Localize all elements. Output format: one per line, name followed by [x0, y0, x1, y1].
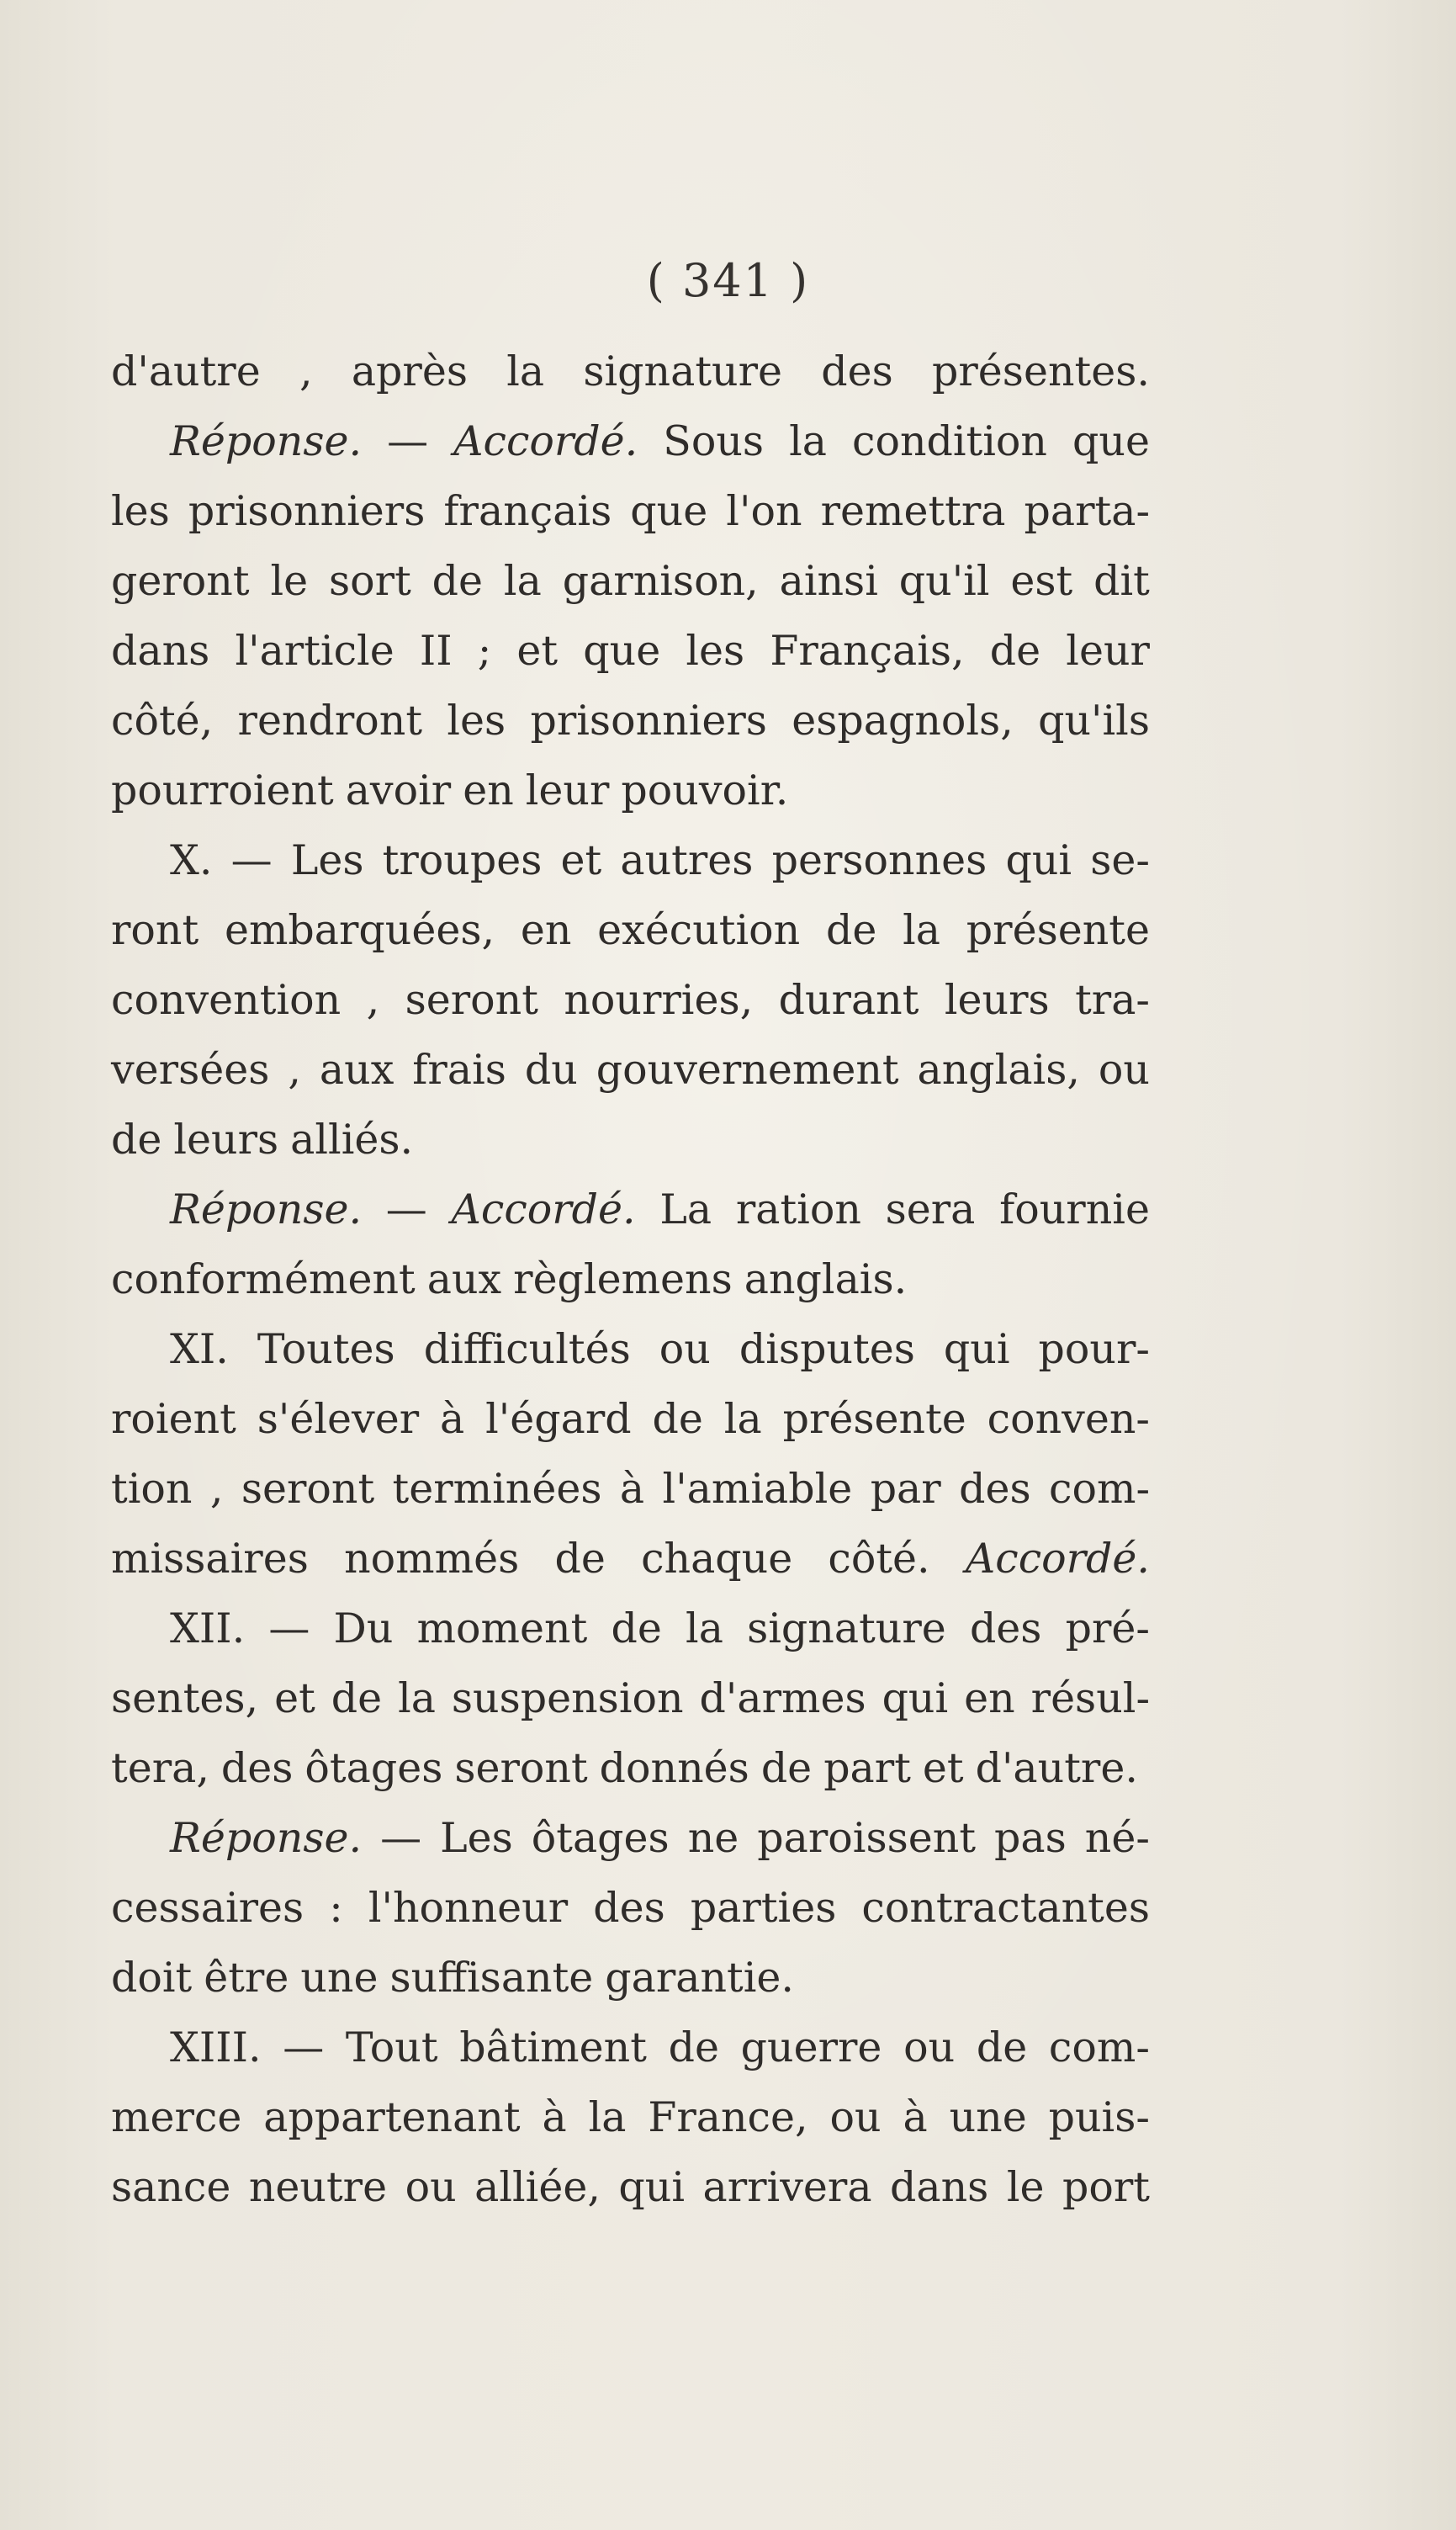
- word: et: [516, 627, 559, 675]
- text-line: [111, 825, 1150, 895]
- word: conven-: [987, 1395, 1150, 1443]
- word: paroissent: [757, 1814, 977, 1862]
- word: leurs: [944, 976, 1050, 1024]
- word: de: [111, 1116, 162, 1164]
- text-line: [111, 1384, 1150, 1454]
- word: ou: [405, 2163, 457, 2211]
- word: nourries,: [564, 976, 754, 1024]
- word: de: [331, 1674, 383, 1722]
- word: —: [230, 836, 273, 884]
- word: d'autre.: [975, 1744, 1138, 1792]
- word: qu'ils: [1038, 697, 1150, 745]
- word: Réponse.: [170, 1185, 363, 1233]
- word: leur: [1066, 627, 1150, 675]
- word: en: [520, 906, 572, 954]
- word: ,: [288, 1046, 301, 1094]
- word: ration: [735, 1185, 861, 1233]
- word: de: [611, 1604, 662, 1652]
- word: suffisante: [389, 1954, 594, 2002]
- word: d'armes: [699, 1674, 866, 1722]
- word: la: [398, 1674, 436, 1722]
- word: être: [204, 1954, 289, 2002]
- word: garantie.: [605, 1954, 794, 2002]
- word: geront: [111, 557, 250, 605]
- word: sera: [885, 1185, 976, 1233]
- text-line: [111, 616, 1150, 686]
- text-line: [111, 2082, 1150, 2152]
- word: le: [1006, 2163, 1045, 2211]
- word: ou: [829, 2093, 882, 2141]
- word: Du: [333, 1604, 394, 1652]
- word: XI.: [170, 1325, 229, 1373]
- word: signature: [747, 1604, 946, 1652]
- word: ;: [477, 627, 492, 675]
- word: espagnols,: [792, 697, 1014, 745]
- word: condition: [852, 417, 1047, 465]
- word: guerre: [740, 2023, 882, 2071]
- text-line: [111, 476, 1150, 546]
- text-line: [111, 1873, 1150, 1943]
- word: prisonniers: [188, 487, 426, 535]
- word: la: [903, 906, 941, 954]
- word: dit: [1093, 557, 1150, 605]
- word: ou: [659, 1325, 711, 1373]
- text-line: [111, 1035, 1150, 1105]
- word: fournie: [999, 1185, 1150, 1233]
- text-line: [111, 1524, 1150, 1594]
- text-line: [111, 1663, 1150, 1733]
- word: et: [274, 1674, 315, 1722]
- word: aux: [319, 1046, 394, 1094]
- word: que: [583, 627, 661, 675]
- word: ,: [209, 1465, 224, 1513]
- word: —: [380, 1814, 422, 1862]
- text-line: [111, 686, 1150, 756]
- word: Réponse.: [170, 1814, 363, 1862]
- word: autres: [620, 836, 754, 884]
- word: sance: [111, 2163, 231, 2211]
- word: qui: [1005, 836, 1072, 884]
- word: parties: [690, 1884, 837, 1932]
- word: pourroient: [111, 766, 334, 814]
- word: troupes: [382, 836, 543, 884]
- word: avoir: [345, 766, 452, 814]
- word: l'article: [235, 627, 394, 675]
- word: suspension: [451, 1674, 684, 1722]
- word: en: [463, 766, 514, 814]
- word: tion: [111, 1465, 193, 1513]
- word: des: [969, 1604, 1042, 1652]
- text-line: [111, 1454, 1150, 1524]
- word: pour-: [1038, 1325, 1150, 1373]
- word: doit: [111, 1954, 193, 2002]
- word: appartenant: [263, 2093, 521, 2141]
- word: conformément: [111, 1255, 416, 1303]
- word: qui: [618, 2163, 686, 2211]
- word: du: [524, 1046, 578, 1094]
- word: ou: [903, 2023, 956, 2071]
- word: sort: [329, 557, 411, 605]
- word: ,: [299, 347, 313, 395]
- word: arrivera: [702, 2163, 872, 2211]
- word: —: [283, 2023, 325, 2071]
- word: l'amiable: [662, 1465, 853, 1513]
- word: Réponse.: [170, 417, 363, 465]
- word: né-: [1084, 1814, 1150, 1862]
- word: que: [630, 487, 708, 535]
- word: aux: [426, 1255, 502, 1303]
- word: à: [903, 2093, 928, 2141]
- text-line: [111, 2013, 1150, 2082]
- word: embarquées,: [224, 906, 495, 954]
- word: tra-: [1075, 976, 1150, 1024]
- word: Tout: [345, 2023, 438, 2071]
- word: une: [949, 2093, 1027, 2141]
- word: en: [964, 1674, 1015, 1722]
- word: les: [447, 697, 506, 745]
- word: seront: [454, 1744, 588, 1792]
- word: missaires: [111, 1535, 309, 1583]
- word: II: [419, 627, 453, 675]
- word: terminées: [392, 1465, 602, 1513]
- word: :: [329, 1884, 343, 1932]
- word: disputes: [739, 1325, 915, 1373]
- text-line: [111, 756, 1150, 825]
- word: alliée,: [474, 2163, 601, 2211]
- word: de: [825, 906, 877, 954]
- word: —: [385, 1185, 427, 1233]
- word: X.: [170, 836, 213, 884]
- word: bâtiment: [459, 2023, 647, 2071]
- word: nommés: [344, 1535, 520, 1583]
- text-line: [111, 1943, 1150, 2013]
- word: de: [976, 2023, 1028, 2071]
- word: se-: [1090, 836, 1150, 884]
- word: de: [668, 2023, 719, 2071]
- text-line: [111, 1594, 1150, 1663]
- word: parta-: [1024, 487, 1150, 535]
- word: Les: [290, 836, 364, 884]
- word: chaque: [641, 1535, 793, 1583]
- word: difficultés: [423, 1325, 631, 1373]
- word: Les: [440, 1814, 513, 1862]
- word: présente: [966, 906, 1150, 954]
- text-line: [111, 1733, 1150, 1803]
- text-line: [111, 895, 1150, 965]
- word: dans: [890, 2163, 989, 2211]
- word: est: [1010, 557, 1073, 605]
- word: de: [989, 627, 1041, 675]
- word: donnés: [599, 1744, 749, 1792]
- word: des: [959, 1465, 1031, 1513]
- page-number: ( 341 ): [646, 254, 810, 307]
- word: —: [387, 417, 429, 465]
- word: personnes: [771, 836, 987, 884]
- word: tera,: [111, 1744, 209, 1792]
- word: les: [686, 627, 745, 675]
- word: merce: [111, 2093, 242, 2141]
- word: la: [506, 347, 545, 395]
- word: présente: [782, 1395, 966, 1443]
- word: ,: [366, 976, 380, 1024]
- word: France,: [648, 2093, 808, 2141]
- word: des: [593, 1884, 665, 1932]
- word: de: [554, 1535, 606, 1583]
- word: des: [821, 347, 893, 395]
- word: la: [789, 417, 827, 465]
- text-line: [111, 1244, 1150, 1314]
- word: résul-: [1030, 1674, 1150, 1722]
- word: XIII.: [170, 2023, 262, 2071]
- word: ne: [687, 1814, 739, 1862]
- word: Accordé.: [965, 1535, 1150, 1583]
- word: la: [723, 1395, 762, 1443]
- word: ôtages: [304, 1744, 443, 1792]
- word: puis-: [1048, 2093, 1150, 2141]
- word: durant: [778, 976, 919, 1024]
- word: XII.: [170, 1604, 246, 1652]
- word: gouvernement: [596, 1046, 899, 1094]
- word: roient: [111, 1395, 236, 1443]
- text-line: [111, 1803, 1150, 1873]
- body-text: [111, 337, 1150, 2222]
- word: une: [300, 1954, 379, 2002]
- word: remettra: [820, 487, 1006, 535]
- word: pré-: [1065, 1604, 1150, 1652]
- text-line: [111, 1314, 1150, 1384]
- text-line: [111, 1105, 1150, 1175]
- word: alliés.: [290, 1116, 414, 1164]
- word: présentes.: [932, 347, 1150, 395]
- word: à: [619, 1465, 645, 1513]
- word: neutre: [248, 2163, 388, 2211]
- word: à: [542, 2093, 567, 2141]
- word: ôtages: [531, 1814, 670, 1862]
- word: anglais,: [917, 1046, 1080, 1094]
- word: les: [111, 487, 170, 535]
- word: la: [503, 557, 542, 605]
- word: versées: [111, 1046, 270, 1094]
- word: et: [560, 836, 602, 884]
- word: La: [659, 1185, 712, 1233]
- word: com-: [1048, 2023, 1150, 2071]
- word: part: [823, 1744, 911, 1792]
- word: d'autre: [111, 347, 261, 395]
- word: Accordé.: [451, 1185, 636, 1233]
- word: s'élever: [257, 1395, 420, 1443]
- text-line: [111, 1175, 1150, 1244]
- word: et: [922, 1744, 964, 1792]
- word: de: [652, 1395, 703, 1443]
- word: de: [432, 557, 484, 605]
- word: frais: [412, 1046, 506, 1094]
- text-line: [111, 337, 1150, 406]
- word: pouvoir.: [621, 766, 789, 814]
- word: ront: [111, 906, 199, 954]
- word: sentes,: [111, 1674, 259, 1722]
- text-line: [111, 546, 1150, 616]
- word: seront: [241, 1465, 375, 1513]
- text-line: [111, 406, 1150, 476]
- word: des: [220, 1744, 294, 1792]
- word: français: [443, 487, 612, 535]
- word: qui: [882, 1674, 949, 1722]
- word: Sous: [663, 417, 765, 465]
- word: règlemens: [513, 1255, 733, 1303]
- word: port: [1062, 2163, 1150, 2211]
- word: côté.: [828, 1535, 930, 1583]
- word: à: [440, 1395, 465, 1443]
- word: Toutes: [257, 1325, 395, 1373]
- word: moment: [416, 1604, 588, 1652]
- word: qui: [943, 1325, 1010, 1373]
- word: anglais.: [744, 1255, 908, 1303]
- word: pas: [994, 1814, 1067, 1862]
- word: ainsi: [779, 557, 878, 605]
- word: après: [351, 347, 468, 395]
- word: l'honneur: [368, 1884, 569, 1932]
- word: par: [870, 1465, 941, 1513]
- word: seront: [405, 976, 538, 1024]
- word: la: [686, 1604, 723, 1652]
- word: garnison,: [562, 557, 759, 605]
- word: signature: [583, 347, 782, 395]
- word: de: [760, 1744, 813, 1792]
- word: —: [268, 1604, 310, 1652]
- text-line: [111, 965, 1150, 1035]
- word: cessaires: [111, 1884, 304, 1932]
- word: l'égard: [485, 1395, 632, 1443]
- word: Accordé.: [453, 417, 638, 465]
- word: ou: [1098, 1046, 1150, 1094]
- text-line: [111, 2152, 1150, 2222]
- word: Français,: [770, 627, 965, 675]
- word: côté,: [111, 697, 214, 745]
- word: leurs: [173, 1116, 279, 1164]
- word: la: [588, 2093, 627, 2141]
- word: convention: [111, 976, 341, 1024]
- word: que: [1072, 417, 1150, 465]
- word: contractantes: [861, 1884, 1150, 1932]
- word: qu'il: [898, 557, 990, 605]
- word: dans: [111, 627, 210, 675]
- word: leur: [525, 766, 610, 814]
- word: le: [270, 557, 309, 605]
- word: exécution: [597, 906, 801, 954]
- word: prisonniers: [530, 697, 767, 745]
- word: rendront: [237, 697, 423, 745]
- word: com-: [1049, 1465, 1150, 1513]
- word: l'on: [726, 487, 802, 535]
